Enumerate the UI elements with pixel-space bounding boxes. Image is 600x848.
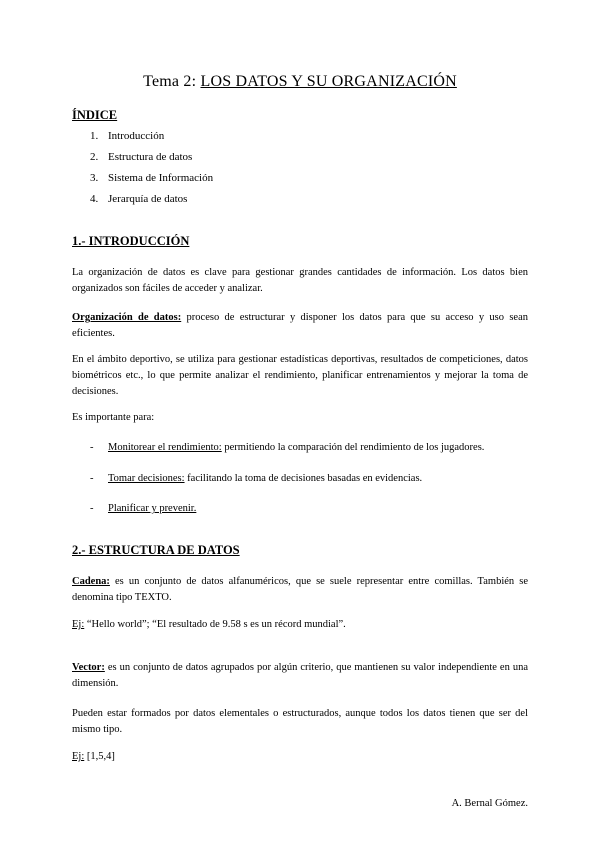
bullet-term: Planificar y prevenir. xyxy=(108,503,197,514)
list-item xyxy=(90,440,484,456)
index-item-number: 1. xyxy=(90,130,99,142)
definition-text: proceso de estructurar y disponer los datos para que su acceso y uso sean eficientes. xyxy=(72,312,528,339)
bullet-text: permitiendo la comparación del rendimiento de los jugadores. xyxy=(221,442,485,453)
definition-term: Vector: xyxy=(72,662,105,673)
index-item-number: 4. xyxy=(90,193,99,205)
example-text: [1,5,4] xyxy=(84,751,115,762)
vector-paragraph: Pueden estar formados por datos elementales o estructurados, aunque todos los datos tienen que ser del mismo tipo. xyxy=(72,708,528,735)
index-item-label: Sistema de Información xyxy=(108,172,214,184)
title-main: LOS DATOS Y SU ORGANIZACIÓN xyxy=(200,73,457,90)
cadena-definition xyxy=(72,574,528,606)
definition-text: es un conjunto de datos agrupados por algún criterio, que mantienen su valor independiente en una dimensión. xyxy=(72,662,528,689)
index-item xyxy=(90,193,187,205)
bullet-term: Monitorear el rendimiento: xyxy=(108,442,222,453)
index-item-number: 3. xyxy=(90,172,99,184)
list-item xyxy=(90,471,422,487)
cadena-example xyxy=(72,617,528,633)
bullet-dash: - xyxy=(90,442,94,453)
definition-term: Organización de datos: xyxy=(72,312,182,323)
list-item xyxy=(90,501,196,517)
bullet-text: facilitando la toma de decisiones basadas en evidencias. xyxy=(184,473,423,484)
vector-example xyxy=(72,749,528,765)
bullet-term: Tomar decisiones: xyxy=(108,473,185,484)
section-heading-estructura: 2.- ESTRUCTURA DE DATOS xyxy=(72,543,240,557)
importance-intro: Es importante para: xyxy=(72,412,155,423)
example-text: “Hello world”; “El resultado de 9.58 s es un récord mundial”. xyxy=(84,619,346,630)
definition-term: Cadena: xyxy=(72,576,110,587)
example-label: Ej: xyxy=(72,619,85,630)
index-item xyxy=(90,151,192,163)
index-heading: ÍNDICE xyxy=(72,108,118,122)
index-item xyxy=(90,172,213,184)
section-heading-introduccion: 1.- INTRODUCCIÓN xyxy=(72,234,190,248)
page-title xyxy=(0,73,600,91)
bullet-dash: - xyxy=(90,503,94,514)
intro-paragraph: La organización de datos es clave para gestionar grandes cantidades de información. Los datos bien organizados son fáciles de acceder y analizar. xyxy=(72,267,528,294)
sports-paragraph: En el ámbito deportivo, se utiliza para gestionar estadísticas deportivas, resultados de competiciones, datos biométricos etc., lo que permite analizar el rendimiento, planificar entrenamientos y mejorar la toma de decisiones. xyxy=(72,354,528,397)
bullet-dash: - xyxy=(90,473,94,484)
index-item xyxy=(90,130,164,142)
vector-definition xyxy=(72,660,528,692)
index-item-label: Jerarquía de datos xyxy=(108,193,188,205)
definition-text: es un conjunto de datos alfanuméricos, que se suele representar entre comillas. También se denomina tipo TEXTO. xyxy=(72,576,528,603)
index-item-label: Estructura de datos xyxy=(108,151,193,163)
footer-author: A. Bernal Gómez. xyxy=(451,798,528,809)
example-label: Ej: xyxy=(72,751,85,762)
index-item-label: Introducción xyxy=(108,130,165,142)
title-prefix: Tema 2: xyxy=(143,73,201,90)
index-item-number: 2. xyxy=(90,151,99,163)
organizacion-definition xyxy=(72,310,528,342)
